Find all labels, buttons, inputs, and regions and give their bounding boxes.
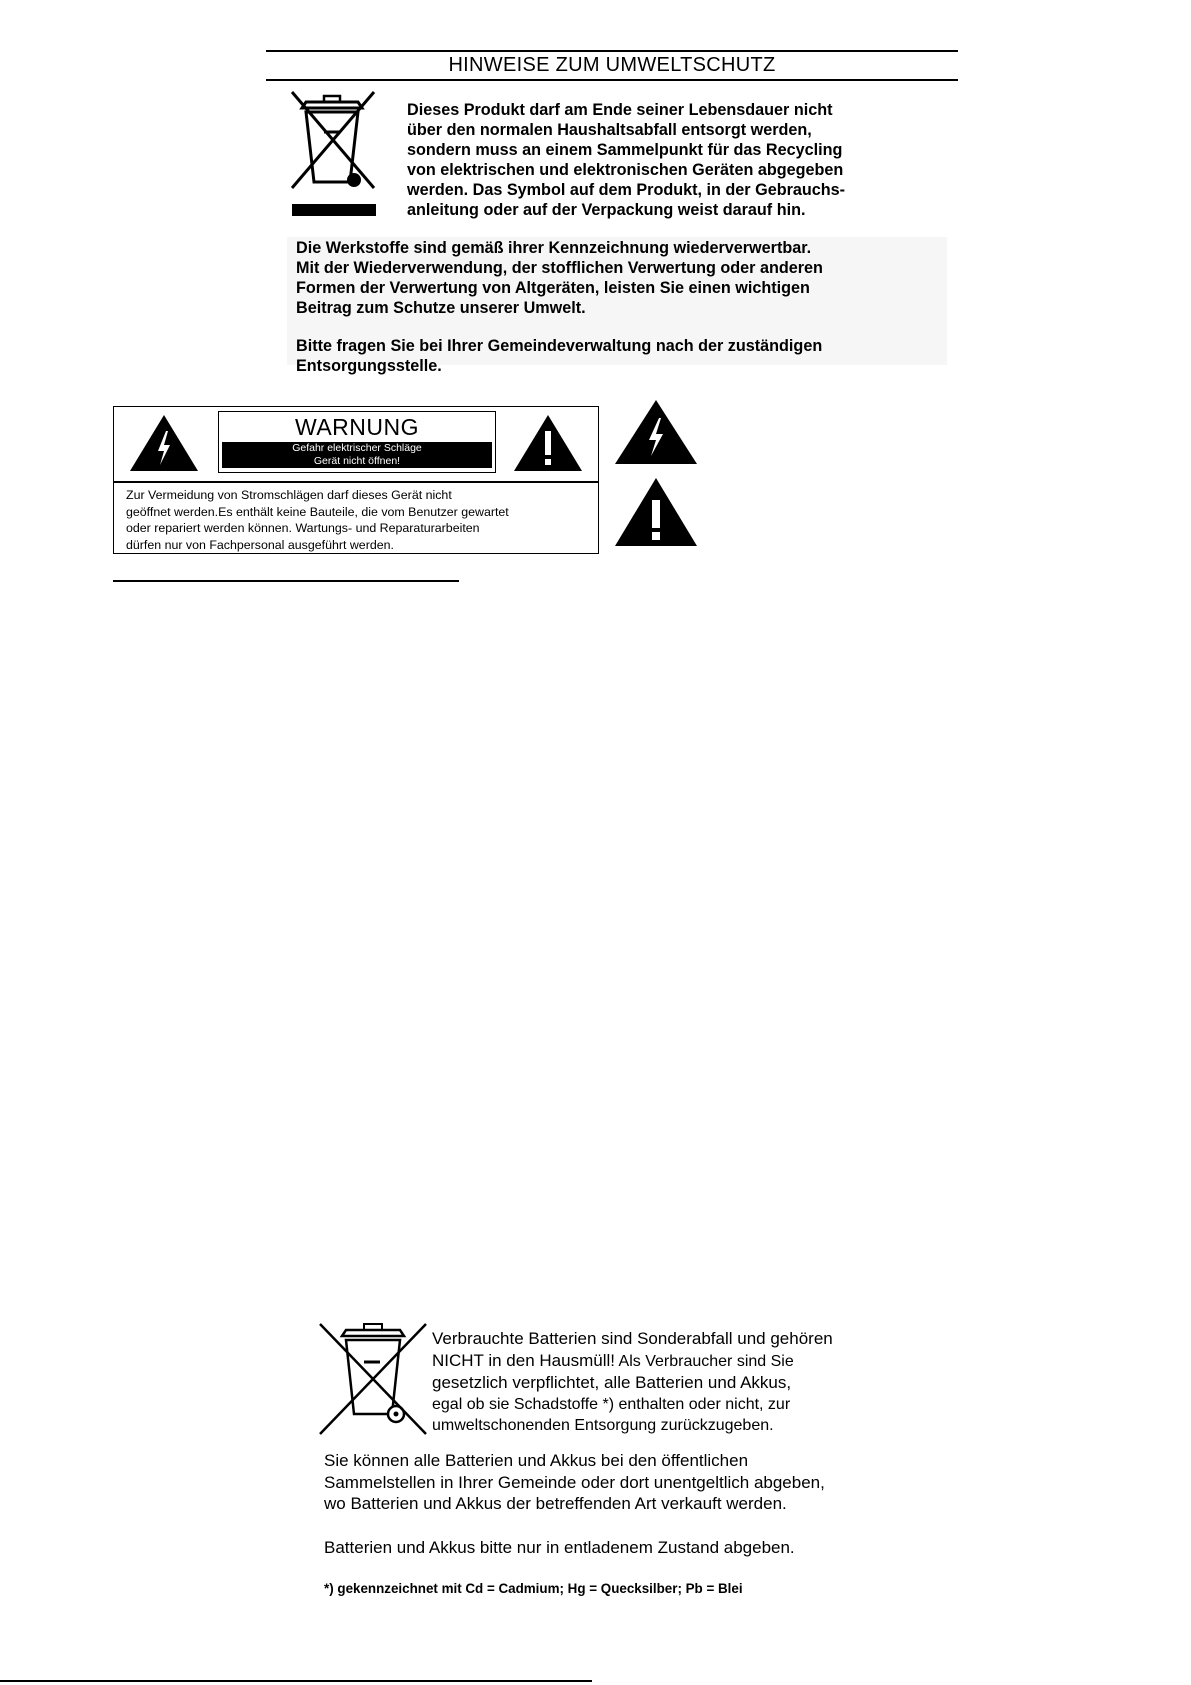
battery-intro bbox=[432, 1328, 833, 1437]
warning-subtitle-2: Gerät nicht öffnen! bbox=[313, 455, 401, 467]
battery-intro-line: Verbrauchte Batterien sind Sonderabfall und gehören bbox=[432, 1329, 833, 1348]
battery-collect-line: Sie können alle Batterien und Akkus bei den öffentlichen bbox=[324, 1451, 749, 1470]
warning-divider bbox=[114, 481, 598, 483]
warning-body bbox=[126, 487, 509, 553]
materials-line: Mit der Wiederverwendung, der stofflichen Verwertung oder anderen bbox=[296, 259, 823, 277]
warning-body-line: geöffnet werden.Es enthält keine Bauteile, die vom Benutzer gewartet bbox=[126, 504, 509, 519]
battery-collect-line: Sammelstellen in Ihrer Gemeinde oder dort unentgeltlich abgeben, bbox=[324, 1472, 825, 1492]
section-rule bbox=[113, 580, 459, 582]
crossed-out-wheelie-bin-icon bbox=[288, 88, 383, 220]
weee-line: über den normalen Haushaltsabfall entsorgt werden, bbox=[407, 121, 812, 139]
warning-body-line: dürfen nur von Fachpersonal ausgeführt werden. bbox=[126, 537, 394, 552]
battery-collect-line bbox=[324, 1493, 825, 1515]
materials-line: Formen der Verwertung von Altgeräten, leisten Sie einen wichtigen bbox=[296, 279, 810, 297]
warning-title-box bbox=[218, 411, 496, 473]
footer-rule bbox=[0, 1680, 592, 1682]
ask-line: Bitte fragen Sie bei Ihrer Gemeindeverwaltung nach der zuständigen bbox=[296, 337, 823, 355]
warning-body-line: oder repariert werden können. Wartungs- und Reparaturarbeiten bbox=[126, 521, 480, 535]
battery-collect-text: wo Batterien und Akkus der betreffenden Art verkauft werden bbox=[324, 1494, 783, 1513]
exclamation-warning-icon bbox=[613, 476, 699, 548]
weee-line: werden. Das Symbol auf dem Produkt, in der Gebrauchs- bbox=[407, 181, 846, 199]
materials-line: Die Werkstoffe sind gemäß ihrer Kennzeichnung wiederverwertbar. bbox=[296, 239, 812, 257]
battery-consumer-text: Als Verbraucher sind Sie bbox=[614, 1352, 794, 1370]
materials-line: Beitrag zum Schutze unserer Umwelt. bbox=[296, 299, 586, 317]
battery-not-household: NICHT in den Hausmüll! bbox=[432, 1350, 615, 1370]
weee-line: sondern muss an einem Sammelpunkt für das Recycling bbox=[407, 141, 843, 159]
battery-intro-line: umweltschonenden Entsorgung zurückzugeben. bbox=[432, 1417, 774, 1434]
title-top-rule bbox=[266, 50, 958, 52]
materials-paragraph bbox=[296, 238, 823, 318]
weee-paragraph bbox=[407, 100, 845, 220]
warning-title: WARNUNG bbox=[294, 414, 420, 440]
ask-paragraph bbox=[296, 336, 822, 376]
battery-intro-line bbox=[432, 1350, 833, 1373]
lightning-warning-icon bbox=[613, 398, 699, 466]
ask-line: Entsorgungsstelle. bbox=[296, 357, 442, 375]
battery-intro-line: gesetzlich verpflichtet, alle Batterien und Akkus, bbox=[432, 1373, 792, 1392]
weee-line: anleitung oder auf der Verpackung weist darauf hin. bbox=[407, 201, 806, 219]
warning-box bbox=[113, 406, 599, 554]
exclamation-warning-icon bbox=[512, 413, 584, 473]
battery-intro-line: egal ob sie Schadstoffe *) enthalten oder nicht, zur bbox=[432, 1395, 791, 1413]
battery-footnote: *) gekennzeichnet mit Cd = Cadmium; Hg = Quecksilber; Pb = Blei bbox=[324, 1581, 743, 1596]
crossed-out-battery-bin-icon bbox=[316, 1320, 430, 1438]
page-title: HINWEISE ZUM UMWELTSCHUTZ bbox=[448, 54, 776, 76]
weee-line: Dieses Produkt darf am Ende seiner Lebensdauer nicht bbox=[407, 101, 833, 119]
lightning-warning-icon bbox=[128, 413, 200, 473]
title-bottom-rule bbox=[266, 79, 958, 81]
warning-subtitle-1: Gefahr elektrischer Schläge bbox=[292, 442, 422, 454]
battery-collect-period: . bbox=[782, 1494, 787, 1513]
warning-body-line: Zur Vermeidung von Stromschlägen darf dieses Gerät nicht bbox=[126, 488, 452, 502]
weee-line: von elektrischen und elektronischen Geräten abgegeben bbox=[407, 161, 844, 179]
warning-subtitle-band bbox=[222, 442, 492, 468]
battery-collect bbox=[324, 1450, 825, 1515]
battery-discharged: Batterien und Akkus bitte nur in entladenem Zustand abgeben. bbox=[324, 1538, 795, 1557]
